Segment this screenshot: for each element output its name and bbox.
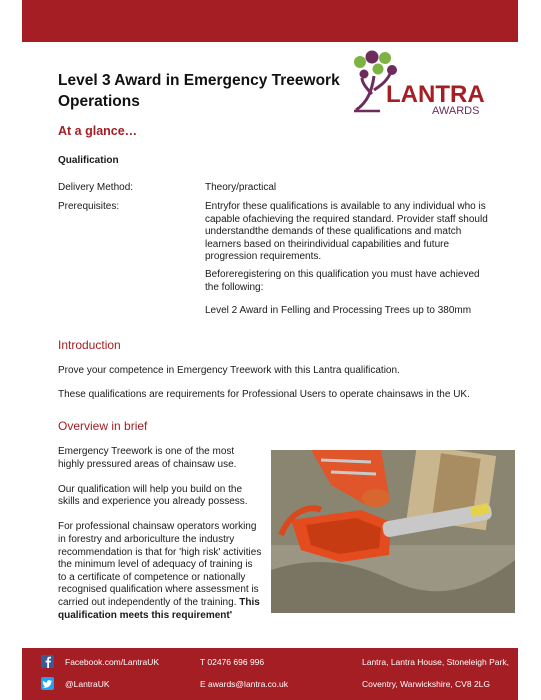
prerequisites-label: Prerequisites: <box>58 201 120 212</box>
introduction-heading: Introduction <box>58 338 121 352</box>
footer-address-line-1: Lantra, Lantra House, Stoneleigh Park, <box>362 657 509 667</box>
overview-paragraph-2: Our qualification will help you build on the skills and experience you already possess. <box>58 483 248 508</box>
introduction-paragraph-1: Prove your competence in Emergency Treework with this Lantra qualification. <box>58 365 400 376</box>
qualification-heading: Qualification <box>58 155 119 166</box>
prerequisites-paragraph-1: Entryfor these qualifications is available to any individual who is capable ofachieving the required standard. Provider staff should understandthe demands of these qualifications and match learners based on theirindividual capabilities and future progression requirements. <box>205 201 488 263</box>
page-title: Level 3 Award in Emergency Treework Operations <box>58 72 340 110</box>
overview-paragraph-3-text: For professional chainsaw operators working in forestry and arboriculture the industry recommendation is that for 'high risk' activities the minimum level of adequacy of training is to a certificate of competence or nationally recognised qualification where assessment is carried out independently of the training. <box>58 521 262 608</box>
facebook-icon[interactable] <box>41 655 54 668</box>
overview-paragraph-3 <box>58 521 262 622</box>
at-a-glance-heading: At a glance… <box>58 124 138 138</box>
twitter-link[interactable]: @LantraUK <box>65 679 110 689</box>
lantra-awards-logo <box>350 50 490 116</box>
footer-email[interactable]: E awards@lantra.co.uk <box>200 679 289 689</box>
prerequisites-paragraph-3: Level 2 Award in Felling and Processing Trees up to 380mm <box>205 305 472 316</box>
logo-wordmark: LANTRA <box>386 81 485 108</box>
delivery-method-value: Theory/practical <box>205 182 277 193</box>
overview-paragraph-1: Emergency Treework is one of the most highly pressured areas of chainsaw use. <box>58 446 237 470</box>
facebook-link[interactable]: Facebook.com/LantraUK <box>65 657 160 667</box>
chainsaw-photo <box>271 450 515 613</box>
logo-subtext: AWARDS <box>432 105 480 116</box>
prerequisites-paragraph-2: Beforeregistering on this qualification you must have achieved the following: <box>205 269 480 293</box>
introduction-paragraph-2: These qualifications are requirements for Professional Users to operate chainsaws in the UK. <box>58 389 470 400</box>
footer-phone: T 02476 696 996 <box>200 657 265 667</box>
twitter-icon[interactable] <box>41 677 54 690</box>
footer-address-line-2: Coventry, Warwickshire, CV8 2LG <box>362 679 491 689</box>
top-banner <box>22 0 518 42</box>
overview-paragraph-3-bold: This qualification meets this requirement' <box>58 596 260 621</box>
overview-text-column <box>58 446 262 635</box>
delivery-method-label: Delivery Method: <box>58 182 134 193</box>
footer <box>22 648 518 700</box>
overview-heading: Overview in brief <box>58 419 148 433</box>
